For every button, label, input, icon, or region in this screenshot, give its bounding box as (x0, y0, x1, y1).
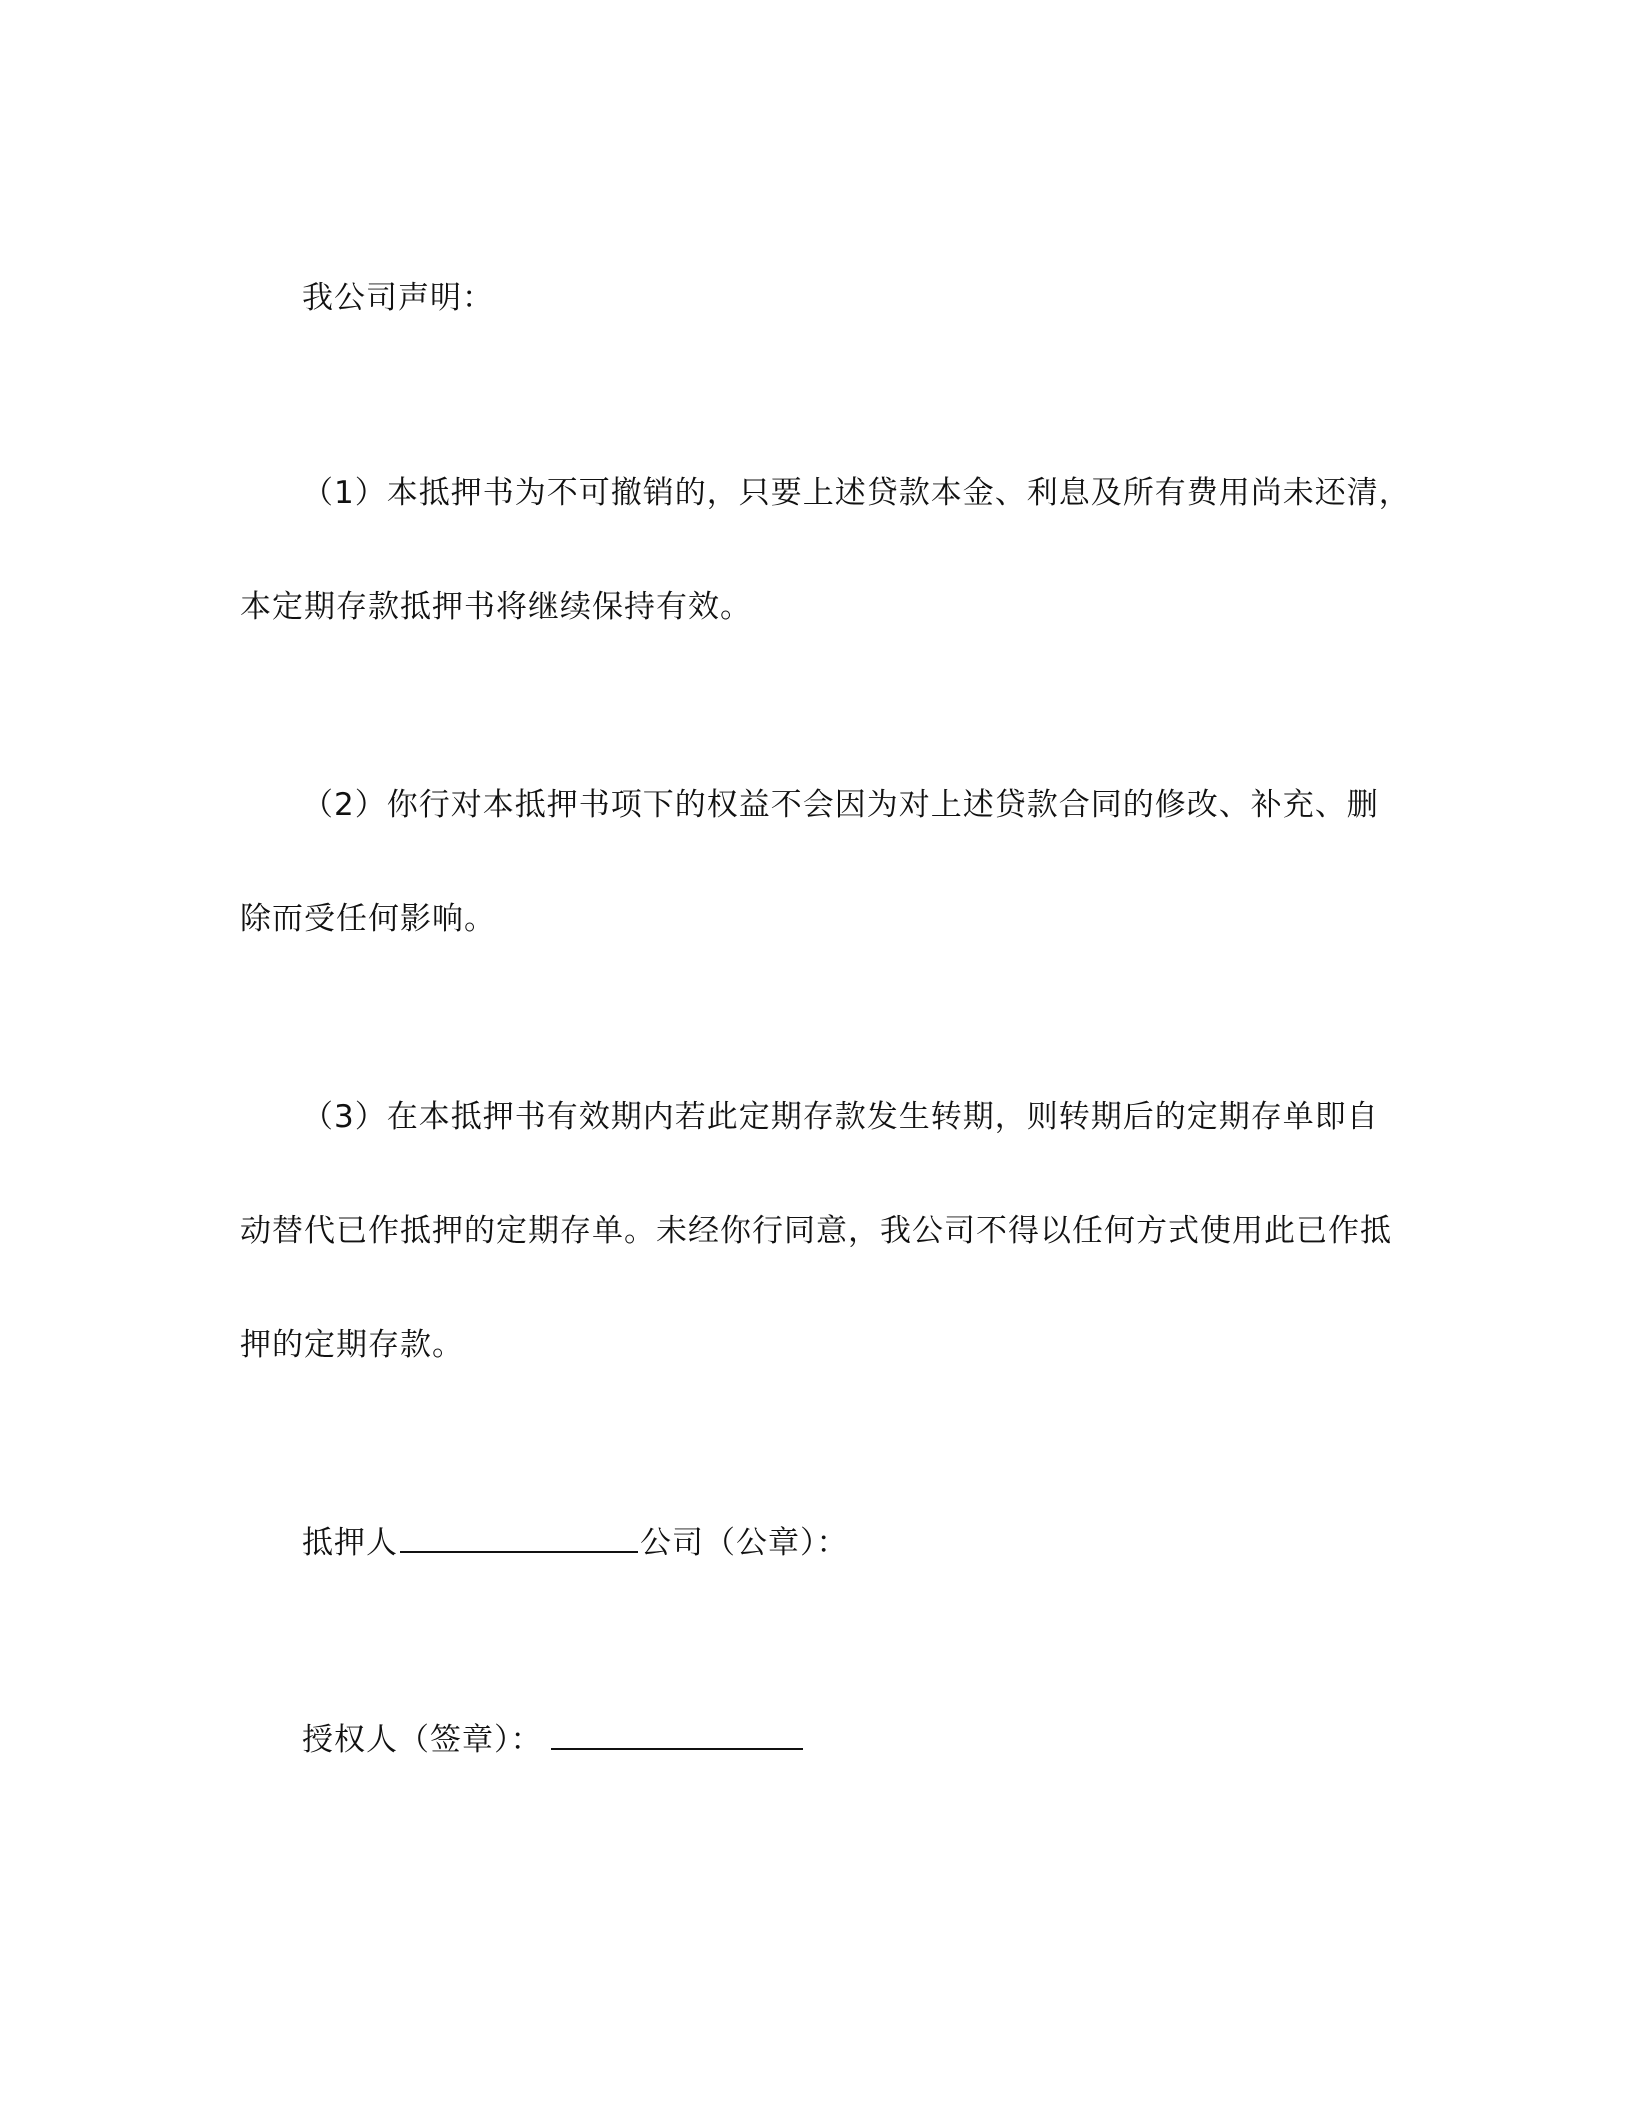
mortgagor-name-blank[interactable] (400, 1521, 638, 1553)
clause-2-line-1: （2）你行对本抵押书项下的权益不会因为对上述贷款合同的修改、补充、删 (302, 787, 1379, 823)
authorized-signature-row (302, 1718, 805, 1760)
company-seal-label: 公司（公章）： (640, 1525, 849, 1561)
mortgagor-label: 抵押人 (302, 1525, 398, 1561)
clause-3-line-2: 动替代已作抵押的定期存单。未经你行同意，我公司不得以任何方式使用此已作抵 (240, 1213, 1392, 1249)
clause-3-line-3: 押的定期存款。 (240, 1327, 464, 1363)
clause-2-line-2: 除而受任何影响。 (240, 901, 496, 937)
clause-1-line-2: 本定期存款抵押书将继续保持有效。 (240, 589, 752, 625)
declaration-heading: 我公司声明： (302, 280, 494, 316)
clause-3-line-1: （3）在本抵押书有效期内若此定期存款发生转期，则转期后的定期存单即自 (302, 1099, 1379, 1135)
mortgagor-signature-row (302, 1521, 849, 1563)
authorized-signature-blank[interactable] (551, 1718, 803, 1750)
clause-1-line-1: （1）本抵押书为不可撤销的，只要上述贷款本金、利息及所有费用尚未还清， (302, 475, 1411, 511)
authorized-label: 授权人（签章）： (302, 1722, 543, 1758)
